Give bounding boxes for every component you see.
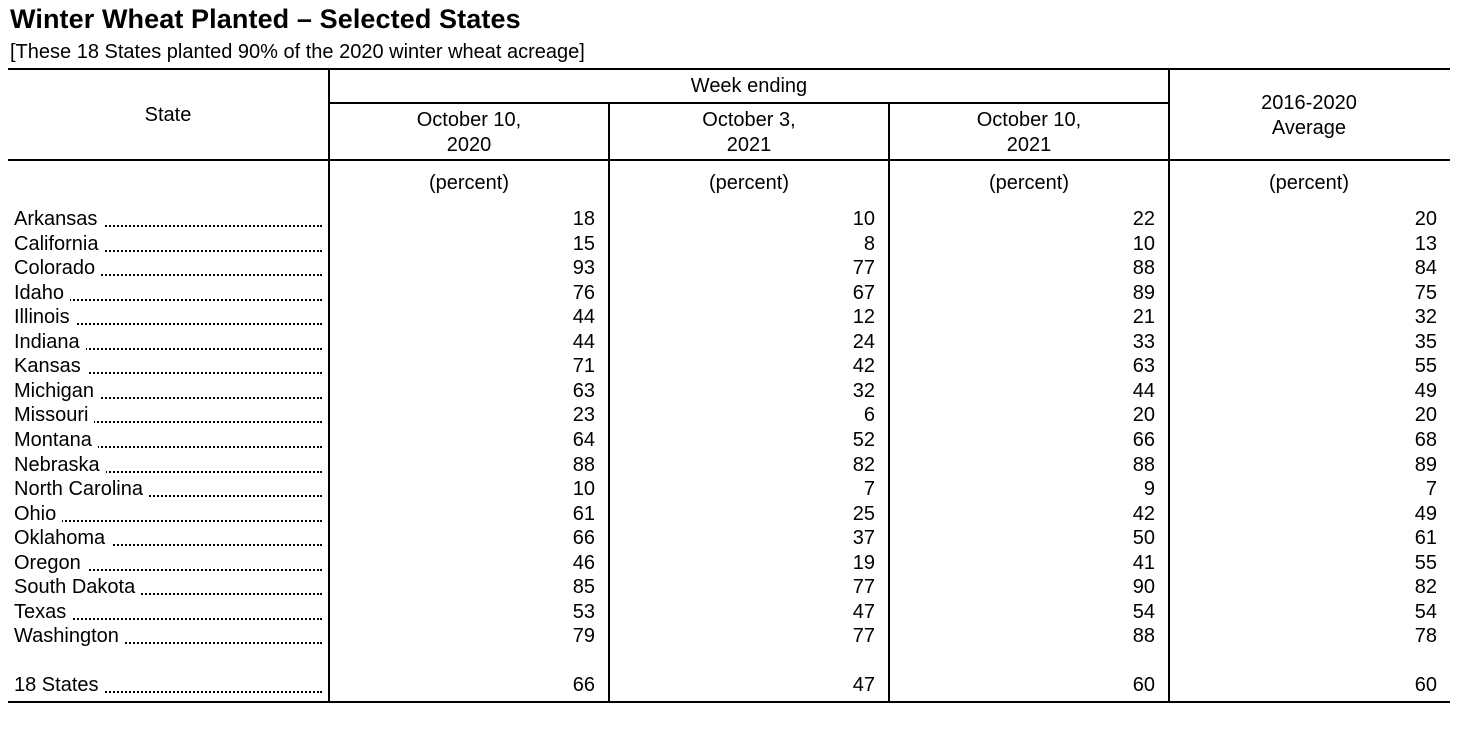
header-col2-line1: October 3, [702,109,796,131]
page-subtitle: [These 18 States planted 90% of the 2020 winter wheat acreage] [10,41,585,63]
header-col-oct10-2021 [890,108,1168,158]
state-name: Oklahoma [14,527,111,549]
value-cell-col3: 90 [1132,576,1155,598]
value-cell-col1: 46 [572,552,595,574]
table-row [0,232,1460,256]
state-cell [14,256,322,280]
state-cell [14,624,322,648]
value-cell-col3: 41 [1132,552,1155,574]
value-cell-col4: 20 [1414,404,1437,426]
value-cell-col2: 25 [852,503,875,525]
state-name: South Dakota [14,576,141,598]
week-ending-underline [329,102,1169,104]
state-cell [14,477,322,501]
value-cell-col1: 85 [572,576,595,598]
state-name: Kansas [14,355,87,377]
state-name: Montana [14,429,98,451]
value-cell-col2: 47 [852,674,875,696]
header-col1-line2: 2020 [446,134,492,156]
table-row [0,256,1460,280]
value-cell-col3: 88 [1132,625,1155,647]
value-cell-col1: 61 [572,503,595,525]
value-cell-col3: 63 [1132,355,1155,377]
state-cell [14,575,322,599]
value-cell-col2: 82 [852,454,875,476]
value-cell-col1: 44 [572,306,595,328]
value-cell-col1: 23 [572,404,595,426]
value-cell-col3: 88 [1132,257,1155,279]
value-cell-col1: 93 [572,257,595,279]
header-col-oct10-2020 [330,108,608,158]
value-cell-col1: 76 [572,282,595,304]
value-cell-col3: 9 [1143,478,1155,500]
value-cell-col3: 22 [1132,208,1155,230]
value-cell-col1: 63 [572,380,595,402]
table-row [0,502,1460,526]
value-cell-col2: 10 [852,208,875,230]
value-cell-col4: 68 [1414,429,1437,451]
value-cell-col4: 89 [1414,454,1437,476]
table-bottom-rule [8,701,1450,703]
state-name: Ohio [14,503,62,525]
unit-label-col4: (percent) [1268,172,1350,194]
table-row [0,330,1460,354]
value-cell-col2: 47 [852,601,875,623]
state-cell [14,379,322,403]
state-cell [14,305,322,329]
value-cell-col1: 10 [572,478,595,500]
value-cell-col3: 44 [1132,380,1155,402]
value-cell-col3: 66 [1132,429,1155,451]
header-week-ending: Week ending [690,75,808,97]
state-name: Missouri [14,404,94,426]
value-cell-col2: 7 [863,478,875,500]
value-cell-col1: 79 [572,625,595,647]
state-name: Washington [14,625,125,647]
value-cell-col2: 24 [852,331,875,353]
value-cell-col2: 37 [852,527,875,549]
value-cell-col2: 8 [863,233,875,255]
value-cell-col3: 33 [1132,331,1155,353]
header-col-average [1170,91,1448,141]
value-cell-col2: 77 [852,576,875,598]
state-name: California [14,233,104,255]
value-cell-col4: 54 [1414,601,1437,623]
value-cell-col4: 35 [1414,331,1437,353]
table-row [0,551,1460,575]
value-cell-col2: 12 [852,306,875,328]
table-row [0,575,1460,599]
table-total-row [0,673,1460,697]
value-cell-col1: 15 [572,233,595,255]
value-cell-col1: 66 [572,527,595,549]
state-cell [14,600,322,624]
state-name: Texas [14,601,72,623]
header-bottom-rule [8,159,1450,161]
value-cell-col2: 6 [863,404,875,426]
header-col2-line2: 2021 [726,134,772,156]
value-cell-col4: 7 [1425,478,1437,500]
value-cell-col3: 60 [1132,674,1155,696]
state-cell [14,453,322,477]
table-row [0,403,1460,427]
state-name: Arkansas [14,208,103,230]
unit-label-col2: (percent) [708,172,790,194]
table-row [0,428,1460,452]
state-cell [14,526,322,550]
header-col3-line1: October 10, [976,109,1082,131]
header-col1-line1: October 10, [416,109,522,131]
value-cell-col4: 55 [1414,355,1437,377]
state-name: Illinois [14,306,76,328]
value-cell-col4: 82 [1414,576,1437,598]
table-row [0,354,1460,378]
value-cell-col4: 84 [1414,257,1437,279]
state-cell [14,403,322,427]
value-cell-col1: 64 [572,429,595,451]
value-cell-col3: 20 [1132,404,1155,426]
state-cell [14,673,322,697]
value-cell-col1: 18 [572,208,595,230]
state-name: Nebraska [14,454,106,476]
value-cell-col1: 71 [572,355,595,377]
value-cell-col1: 88 [572,454,595,476]
state-name: Idaho [14,282,70,304]
table-row [0,477,1460,501]
value-cell-col3: 21 [1132,306,1155,328]
value-cell-col2: 52 [852,429,875,451]
value-cell-col1: 53 [572,601,595,623]
value-cell-col1: 44 [572,331,595,353]
table-row [0,281,1460,305]
value-cell-col2: 77 [852,625,875,647]
table-row [0,305,1460,329]
state-name: North Carolina [14,478,149,500]
value-cell-col2: 67 [852,282,875,304]
value-cell-col4: 60 [1414,674,1437,696]
table-row [0,600,1460,624]
value-cell-col2: 32 [852,380,875,402]
value-cell-col3: 88 [1132,454,1155,476]
value-cell-col4: 61 [1414,527,1437,549]
state-cell [14,428,322,452]
header-col-oct3-2021 [610,108,888,158]
state-cell [14,281,322,305]
value-cell-col4: 75 [1414,282,1437,304]
value-cell-col4: 20 [1414,208,1437,230]
state-name: 18 States [14,674,105,696]
value-cell-col3: 42 [1132,503,1155,525]
state-name: Indiana [14,331,86,353]
state-cell [14,354,322,378]
value-cell-col4: 78 [1414,625,1437,647]
table-row [0,453,1460,477]
unit-label-col1: (percent) [428,172,510,194]
value-cell-col4: 32 [1414,306,1437,328]
unit-label-col3: (percent) [988,172,1070,194]
state-cell [14,551,322,575]
header-col3-line2: 2021 [1006,134,1052,156]
table-row [0,526,1460,550]
state-cell [14,232,322,256]
table-row [0,379,1460,403]
value-cell-col1: 66 [572,674,595,696]
value-cell-col3: 89 [1132,282,1155,304]
state-cell [14,502,322,526]
value-cell-col2: 19 [852,552,875,574]
value-cell-col2: 42 [852,355,875,377]
value-cell-col3: 50 [1132,527,1155,549]
value-cell-col4: 13 [1414,233,1437,255]
value-cell-col4: 55 [1414,552,1437,574]
header-col4-line1: 2016-2020 [1261,92,1357,114]
table-top-rule [8,68,1450,70]
state-name: Oregon [14,552,87,574]
state-cell [14,207,322,231]
value-cell-col2: 77 [852,257,875,279]
state-name: Michigan [14,380,100,402]
value-cell-col3: 54 [1132,601,1155,623]
value-cell-col4: 49 [1414,380,1437,402]
header-state: State [144,104,192,126]
state-cell [14,330,322,354]
value-cell-col3: 10 [1132,233,1155,255]
state-name: Colorado [14,257,101,279]
header-col4-line2: Average [1271,117,1347,139]
table-row [0,624,1460,648]
page-title: Winter Wheat Planted – Selected States [10,4,521,34]
value-cell-col4: 49 [1414,503,1437,525]
table-row [0,207,1460,231]
